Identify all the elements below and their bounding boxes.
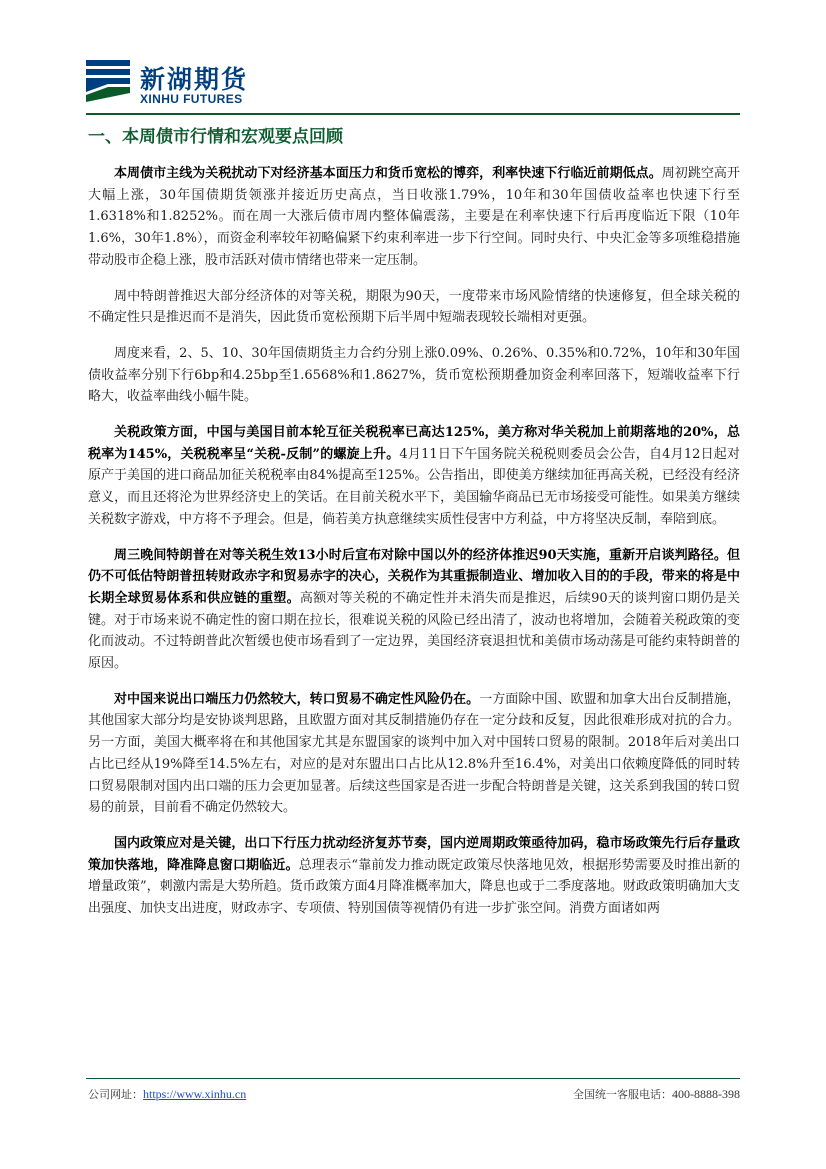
paragraph-text: 一方面除中国、欧盟和加拿大出台反制措施，其他国家大部分均是安协谈判思路，且欧盟方面对其反制措施仍存在一定分歧和反复，因此很难形成对抗的合力。另一方面，美国大概率将在和其他国家尤其是东盟国家的谈判中加入对中国转口贸易的限制。2018年后对美出口占比已经从19%降至14.5%左右，对应的是对东盟出口占比从12.8%升至16.4%，对美出口依赖度降低的同时转口贸易限制对国内出口端的压力会更加显著。后续这些国家是否进一步配合特朗普是关键，这关系到我国的转口贸易的前景，目前看不确定仍然较大。 (88, 691, 740, 816)
logo-text-en: XINHU FUTURES (140, 92, 243, 106)
paragraph (88, 163, 740, 272)
footer-website (88, 1086, 246, 1102)
paragraph-text: 高额对等关税的不确定性并未消失而是推迟，后续90天的谈判窗口期仍是关键。对于市场来说不确定性的窗口期在拉长，很难说关税的风险已经出清了，波动也将增加，会随着关税政策的变化而波动。不过特朗普此次暂缓也使市场看到了一定边界，美国经济衰退担忧和美债市场动荡是可能约束特朗普的原因。 (88, 590, 740, 672)
paragraph (88, 833, 740, 920)
section-title: 一、本周债市行情和宏观要点回顾 (88, 127, 343, 147)
paragraph-text: 周初跳空高开大幅上涨，30年国债期货领涨并接近历史高点，当日收涨1.79%，10年和30年国债收益率也快速下行至1.6318%和1.8252%。而在周一大涨后债市周内整体偏震荡，主要是在利率快速下行后再度临近下限（10年1.6%，30年1.8%），而资金利率较年初略偏紧下约束利率进一步下行空间。同时央行、中央汇金等多项维稳措施带动股市企稳上涨，股市活跃对债市情绪也带来一定压制。 (88, 166, 740, 268)
paragraph-lead: 国内政策应对是关键，出口下行压力扰动经济复苏节奏，国内逆周期政策亟待加码，稳市场政策先行后存量政策加快落地，降准降息窗口期临近。 (88, 835, 740, 873)
footer-divider (86, 1078, 740, 1079)
paragraph (88, 689, 740, 819)
report-body (88, 163, 740, 934)
page-header (86, 58, 746, 114)
xinhu-logo-icon (86, 58, 130, 104)
paragraph (88, 343, 740, 408)
paragraph (88, 545, 740, 675)
hotline-label: 全国统一客服电话： (573, 1088, 672, 1101)
hotline-number: 400-8888-398 (672, 1087, 740, 1101)
header-divider (86, 113, 740, 115)
website-link[interactable]: https://www.xinhu.cn (143, 1087, 247, 1101)
paragraph (88, 286, 740, 329)
footer-hotline (573, 1086, 740, 1102)
paragraph-lead: 周三晚间特朗普在对等关税生效13小时后宣布对除中国以外的经济体推迟90天实施，重新开启谈判路径。但仍不可低估特朗普扭转财政赤字和贸易赤字的决心，关税作为其重振制造业、增加收入目的的手段，带来的将是中长期全球贸易体系和供应链的重塑。 (88, 547, 740, 606)
logo-text-cn: 新湖期货 (140, 65, 249, 94)
paragraph-text: 4月11日下午国务院关税税则委员会公告，自4月12日起对原产于美国的进口商品加征关税税率由84%提高至125%。公告指出，即使美方继续加征再高关税，已经没有经济意义，而且还将沦为世界经济史上的笑话。在目前关税水平下，美国输华商品已无市场接受可能性。如果美方继续关税数字游戏，中方将不予理会。但是，倘若美方执意继续实质性侵害中方利益，中方将坚决反制，奉陪到底。 (88, 446, 740, 527)
website-label: 公司网址： (88, 1088, 143, 1101)
paragraph (88, 422, 740, 531)
paragraph-text: 周中特朗普推迟大部分经济体的对等关税，期限为90天，一度带来市场风险情绪的快速修复，但全球关税的不确定性只是推迟而不是消失，因此货币宽松预期下后半周中短端表现较长端相对更强。 (88, 288, 740, 326)
paragraph-lead: 对中国来说出口端压力仍然较大，转口贸易不确定性风险仍在。 (114, 691, 480, 707)
paragraph-lead: 本周债市主线为关税扰动下对经济基本面压力和货币宽松的博弈，利率快速下行临近前期低点。 (114, 166, 662, 181)
paragraph-lead: 关税政策方面，中国与美国目前本轮互征关税税率已高达125%，美方称对华关税加上前期落地的20%，总税率为145%，关税税率呈“关税-反制”的螺旋上升。 (88, 425, 740, 462)
paragraph-text: 总理表示“靠前发力推动既定政策尽快落地见效，根据形势需要及时推出新的增量政策”，刺激内需是大势所趋。货币政策方面4月降准概率加大，降息也或于二季度落地。财政政策明确加大支出强度、加快支出进度，财政赤字、专项债、特别国债等视情仍有进一步扩张空间。消费方面诸如两 (88, 857, 740, 917)
paragraph-text: 周度来看，2、5、10、30年国债期货主力合约分别上涨0.09%、0.26%、0.35%和0.72%，10年和30年国债收益率分别下行6bp和4.25bp至1.6568%和1.8627%，货币宽松预期叠加资金利率回落下，短端收益率下行略大，收益率曲线小幅牛陡。 (88, 345, 740, 405)
